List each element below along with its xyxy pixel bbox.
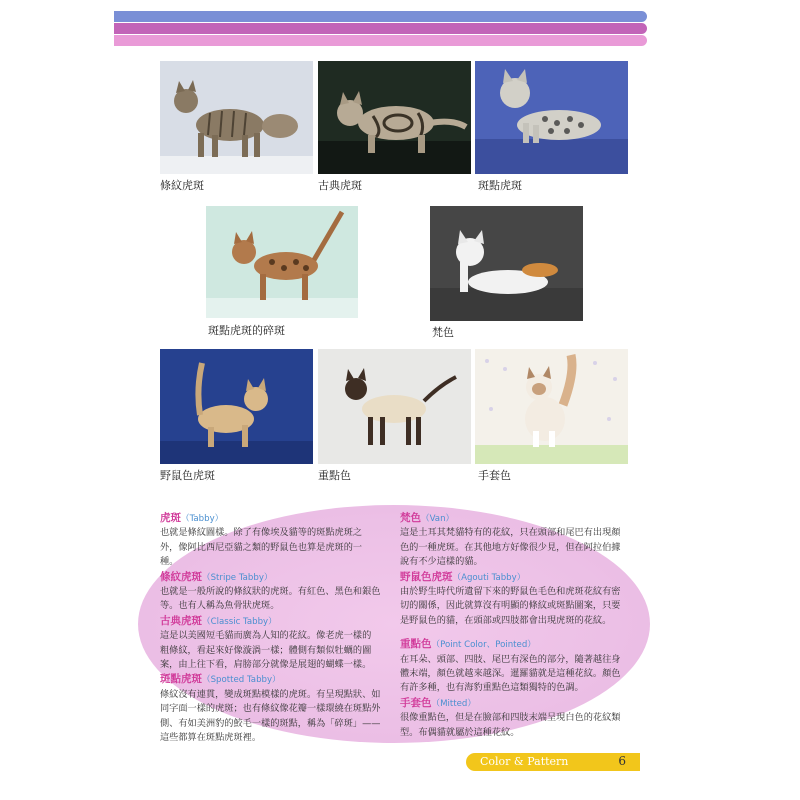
caption-agouti-tabby: 野鼠色虎斑 bbox=[160, 469, 215, 482]
van-text-line: 色的一種虎斑。在其他地方好像很少見，但在阿拉伯據 bbox=[400, 541, 621, 553]
header-bar-pink bbox=[114, 35, 647, 46]
van-heading: 梵色（Van） bbox=[400, 512, 455, 524]
classic-tabby-text-line: 案，由上往下看，肩膀部分就像是展翅的蝴蝶一樣。 bbox=[160, 659, 372, 671]
stripe-tabby-text-line: 也就是一般所說的條紋狀的虎斑。有紅色、黑色和銀色 bbox=[160, 586, 381, 598]
caption-spotted-tabby: 斑點虎斑 bbox=[478, 179, 522, 192]
right-text-column bbox=[400, 511, 634, 740]
photo-van bbox=[430, 206, 583, 321]
photo-agouti-tabby bbox=[160, 349, 313, 464]
agouti-tabby-text-line: 切的關係，因此就算沒有明顯的條紋或斑點圖案，只要 bbox=[400, 600, 621, 612]
point-color-heading: 重點色（Point Color、Pointed） bbox=[400, 638, 536, 651]
caption-spotted-rosette: 斑點虎斑的碎斑 bbox=[208, 324, 285, 337]
photo-mitted bbox=[475, 349, 628, 464]
spotted-tabby-heading: 斑點虎斑（Spotted Tabby） bbox=[160, 673, 281, 686]
header-bar-magenta bbox=[114, 23, 647, 34]
footer-banner bbox=[466, 753, 640, 771]
page-number: 6 bbox=[618, 754, 626, 768]
caption-van: 梵色 bbox=[432, 326, 454, 339]
van-text-line: 說有不少這樣的貓。 bbox=[400, 556, 483, 568]
photo-point-color bbox=[318, 349, 471, 464]
footer-section-title: Color & Pattern bbox=[480, 755, 569, 768]
tabby-heading: 虎斑（Tabby） bbox=[160, 512, 224, 524]
classic-tabby-text-line: 粗條紋，看起來好像漩渦一樣；體側有類似牡蠣的圖 bbox=[160, 644, 372, 656]
mitted-text-line: 很像重點色，但是在臉部和四肢末端呈現白色的花紋類 bbox=[400, 712, 621, 724]
tabby-text-line: 種。 bbox=[160, 556, 179, 568]
photo-spotted-tabby bbox=[475, 61, 628, 174]
header-bar-blue bbox=[114, 11, 647, 22]
mitted-heading: 手套色（Mitted） bbox=[400, 696, 476, 709]
stripe-tabby-heading: 條紋虎斑（Stripe Tabby） bbox=[160, 570, 273, 583]
agouti-tabby-text-line: 是野鼠色的貓，在頭部或四肢都會出現虎斑的花紋。 bbox=[400, 614, 612, 626]
photo-spotted-rosette bbox=[206, 206, 358, 318]
paragraph-gap bbox=[400, 628, 634, 637]
stripe-tabby-text-line: 等。也有人稱為魚骨狀虎斑。 bbox=[160, 600, 280, 612]
agouti-tabby-heading: 野鼠色虎斑（Agouti Tabby） bbox=[400, 570, 526, 583]
classic-tabby-heading: 古典虎斑（Classic Tabby） bbox=[160, 614, 277, 627]
mitted-text-line: 型。布偶貓就屬於這種花紋。 bbox=[400, 726, 520, 738]
tabby-text-line: 外，像阿比西尼亞貓之類的野鼠色也算是虎斑的一 bbox=[160, 541, 363, 553]
caption-mitted: 手套色 bbox=[478, 469, 511, 482]
left-text-column bbox=[160, 511, 392, 746]
point-color-text-line: 在耳朵、頭部、四肢、尾巴有深色的部分，隨著越往身 bbox=[400, 653, 621, 665]
point-color-text-line: 有許多種，也有海豹重點色這類獨特的色調。 bbox=[400, 682, 584, 694]
spotted-tabby-text-line: 側、有如美洲豹的鮫毛一樣的斑點，稱為「碎斑」—— bbox=[160, 717, 381, 729]
van-text-line: 這是土耳其梵貓特有的花紋，只在頭部和尾巴有出現顏 bbox=[400, 527, 621, 539]
caption-stripe-tabby: 條紋虎斑 bbox=[160, 179, 204, 192]
tabby-text-line: 也就是條紋圖樣。除了有像埃及貓等的斑點虎斑之 bbox=[160, 527, 363, 539]
point-color-text-line: 體末端，顏色就越來越深。暹羅貓就是這種花紋。顏色 bbox=[400, 668, 621, 680]
caption-classic-tabby: 古典虎斑 bbox=[318, 179, 362, 192]
spotted-tabby-text-line: 同字面一樣的虎斑；也有條紋像花瓣一樣環繞在斑點外 bbox=[160, 703, 381, 715]
photo-classic-tabby bbox=[318, 61, 471, 174]
agouti-tabby-text-line: 由於野生時代所遺留下來的野鼠色毛色和虎斑花紋有密 bbox=[400, 586, 621, 598]
caption-point-color: 重點色 bbox=[318, 469, 351, 482]
photo-stripe-tabby bbox=[160, 61, 313, 174]
classic-tabby-text-line: 這是以美國短毛貓而廣為人知的花紋。像老虎一樣的 bbox=[160, 630, 372, 642]
spotted-tabby-text-line: 條紋沒有連貫，變成斑點模樣的虎斑。有呈現點狀、如 bbox=[160, 688, 381, 700]
spotted-tabby-text-line: 這些都算在斑點虎斑裡。 bbox=[160, 732, 262, 744]
